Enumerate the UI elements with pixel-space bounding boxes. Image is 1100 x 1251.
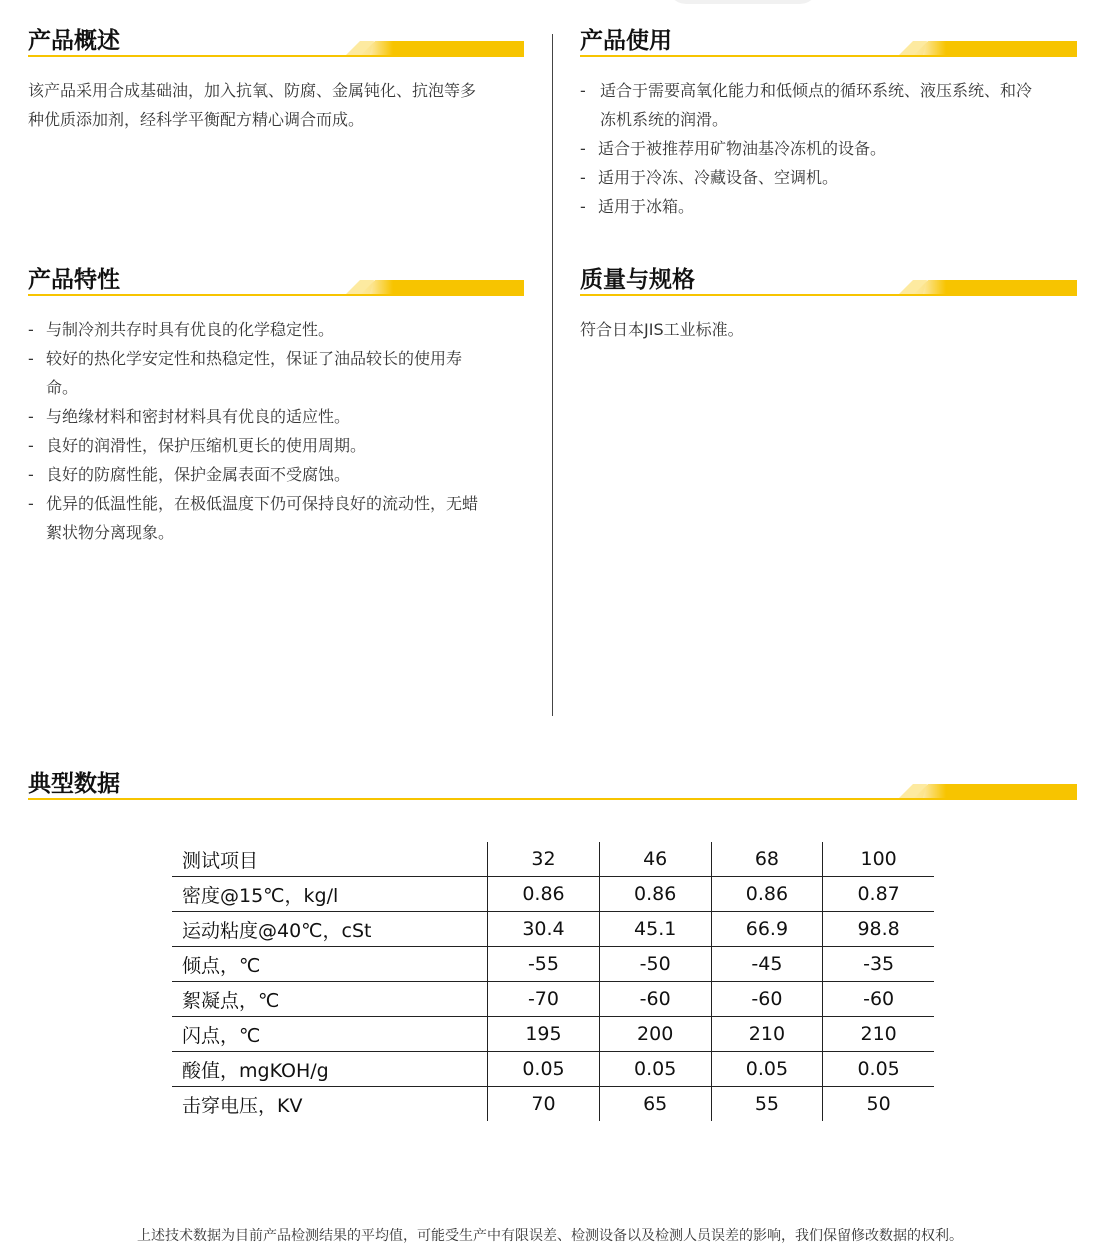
overview-text-line: 种优质添加剂，经科学平衡配方精心调合而成。: [28, 110, 365, 129]
table-cell: -60: [711, 982, 823, 1017]
usage-item: [580, 192, 1085, 221]
table-cell: 200: [599, 1017, 711, 1052]
table-header-cell: 100: [823, 842, 934, 877]
bullet-dash: -: [28, 465, 34, 484]
table-header-row: [172, 842, 934, 877]
table-cell: 65: [599, 1087, 711, 1122]
table-cell: -50: [599, 947, 711, 982]
feature-item: [28, 344, 533, 402]
feature-item: [28, 460, 533, 489]
usage-item-line: 适合于被推荐用矿物油基冷冻机的设备。: [598, 139, 887, 158]
table-cell: 0.05: [711, 1052, 823, 1087]
table-row: [172, 1052, 934, 1087]
features-list: [28, 315, 533, 547]
table-cell: 0.05: [599, 1052, 711, 1087]
table-cell: 210: [711, 1017, 823, 1052]
bullet-dash: -: [28, 320, 34, 339]
bullet-dash: -: [580, 81, 586, 100]
bullet-dash: -: [580, 197, 586, 216]
quality-text: 符合日本JIS工业标准。: [580, 320, 744, 339]
overview-text-line: 该产品采用合成基础油，加入抗氧、防腐、金属钝化、抗泡等多: [28, 81, 477, 100]
feature-item-line: 与制冷剂共存时具有优良的化学稳定性。: [46, 320, 335, 339]
bullet-dash: -: [580, 139, 586, 158]
table-header-cell: 46: [599, 842, 711, 877]
header-underline: [580, 55, 1077, 57]
table-cell: 55: [711, 1087, 823, 1122]
table-row: [172, 877, 934, 912]
features-header: [28, 265, 524, 296]
table-cell: 倾点，℃: [172, 947, 488, 982]
table-cell: 运动粘度@40℃，cSt: [172, 912, 488, 947]
usage-list: [580, 76, 1085, 221]
bullet-dash: -: [28, 407, 34, 426]
feature-item-line: 较好的热化学安定性和热稳定性，保证了油品较长的使用寿: [46, 349, 463, 368]
feature-item: [28, 315, 533, 344]
table-cell: 98.8: [823, 912, 934, 947]
bullet-dash: -: [28, 436, 34, 455]
bullet-dash: -: [580, 168, 586, 187]
table-cell: 闪点，℃: [172, 1017, 488, 1052]
table-row: [172, 947, 934, 982]
table-cell: -55: [488, 947, 600, 982]
overview-header: [28, 26, 524, 57]
table-cell: -45: [711, 947, 823, 982]
bullet-dash: -: [28, 349, 34, 368]
table-cell: 195: [488, 1017, 600, 1052]
table-cell: 密度@15℃，kg/l: [172, 877, 488, 912]
header-underline: [28, 55, 524, 57]
bullet-dash: -: [28, 494, 34, 513]
usage-item: [580, 76, 1085, 134]
usage-item: [580, 134, 1085, 163]
feature-item: [28, 489, 533, 547]
feature-item-line: 优异的低温性能，在极低温度下仍可保持良好的流动性，无蜡: [46, 494, 479, 513]
overview-text: [28, 76, 538, 134]
feature-item-line: 良好的防腐性能，保护金属表面不受腐蚀。: [46, 465, 351, 484]
header-underline: [28, 294, 524, 296]
table-cell: 0.05: [823, 1052, 934, 1087]
feature-item: [28, 402, 533, 431]
feature-item-line: 命。: [46, 378, 79, 397]
table-row: [172, 982, 934, 1017]
table-cell: 0.05: [488, 1052, 600, 1087]
feature-item-line: 与绝缘材料和密封材料具有优良的适应性。: [46, 407, 351, 426]
table-cell: -70: [488, 982, 600, 1017]
typical-header: [28, 769, 1077, 800]
usage-item: [580, 163, 1085, 192]
table-cell: 0.86: [488, 877, 600, 912]
top-decoration: [668, 0, 818, 4]
column-divider: [552, 34, 553, 716]
table-header-cell: 32: [488, 842, 600, 877]
typical-data-table: [172, 842, 934, 1121]
footnote: 上述技术数据为目前产品检测结果的平均值，可能受生产中有限误差、检测设备以及检测人员误差的影响，我们保留修改数据的权利。: [137, 1228, 963, 1244]
table-cell: 70: [488, 1087, 600, 1122]
header-underline: [28, 798, 1077, 800]
overview-title: 产品概述: [28, 28, 120, 54]
feature-item-line: 良好的润滑性，保护压缩机更长的使用周期。: [46, 436, 367, 455]
table-cell: 66.9: [711, 912, 823, 947]
quality-title: 质量与规格: [580, 267, 695, 293]
table-cell: 击穿电压，KV: [182, 1094, 303, 1117]
table-cell: 絮凝点，℃: [172, 982, 488, 1017]
table-cell: 0.86: [711, 877, 823, 912]
table-header-cell: 测试项目: [172, 842, 488, 877]
table-cell: 30.4: [488, 912, 600, 947]
usage-item-line: 适用于冰箱。: [598, 197, 695, 216]
table-cell: 50: [823, 1087, 934, 1122]
usage-item-line: 适用于冷冻、冷藏设备、空调机。: [598, 168, 839, 187]
usage-item-line: 冻机系统的润滑。: [600, 110, 729, 129]
features-title: 产品特性: [28, 267, 120, 293]
table-cell: 0.87: [823, 877, 934, 912]
table-header-cell: 68: [711, 842, 823, 877]
usage-header: [580, 26, 1077, 57]
table-row: [172, 1017, 934, 1052]
typical-title: 典型数据: [28, 771, 120, 797]
quality-header: [580, 265, 1077, 296]
feature-item-line: 絮状物分离现象。: [46, 523, 175, 542]
table-cell: 0.86: [599, 877, 711, 912]
feature-item: [28, 431, 533, 460]
usage-title: 产品使用: [580, 28, 672, 54]
table-row: [172, 912, 934, 947]
table-row: [172, 1087, 934, 1122]
usage-item-line: 适合于需要高氧化能力和低倾点的循环系统、液压系统、和冷: [600, 81, 1033, 100]
table-cell: -35: [823, 947, 934, 982]
table-cell: -60: [599, 982, 711, 1017]
table-cell: 酸值，mgKOH/g: [172, 1052, 488, 1087]
table-cell: -60: [823, 982, 934, 1017]
table-cell: 210: [823, 1017, 934, 1052]
table-cell: 45.1: [599, 912, 711, 947]
header-underline: [580, 294, 1077, 296]
